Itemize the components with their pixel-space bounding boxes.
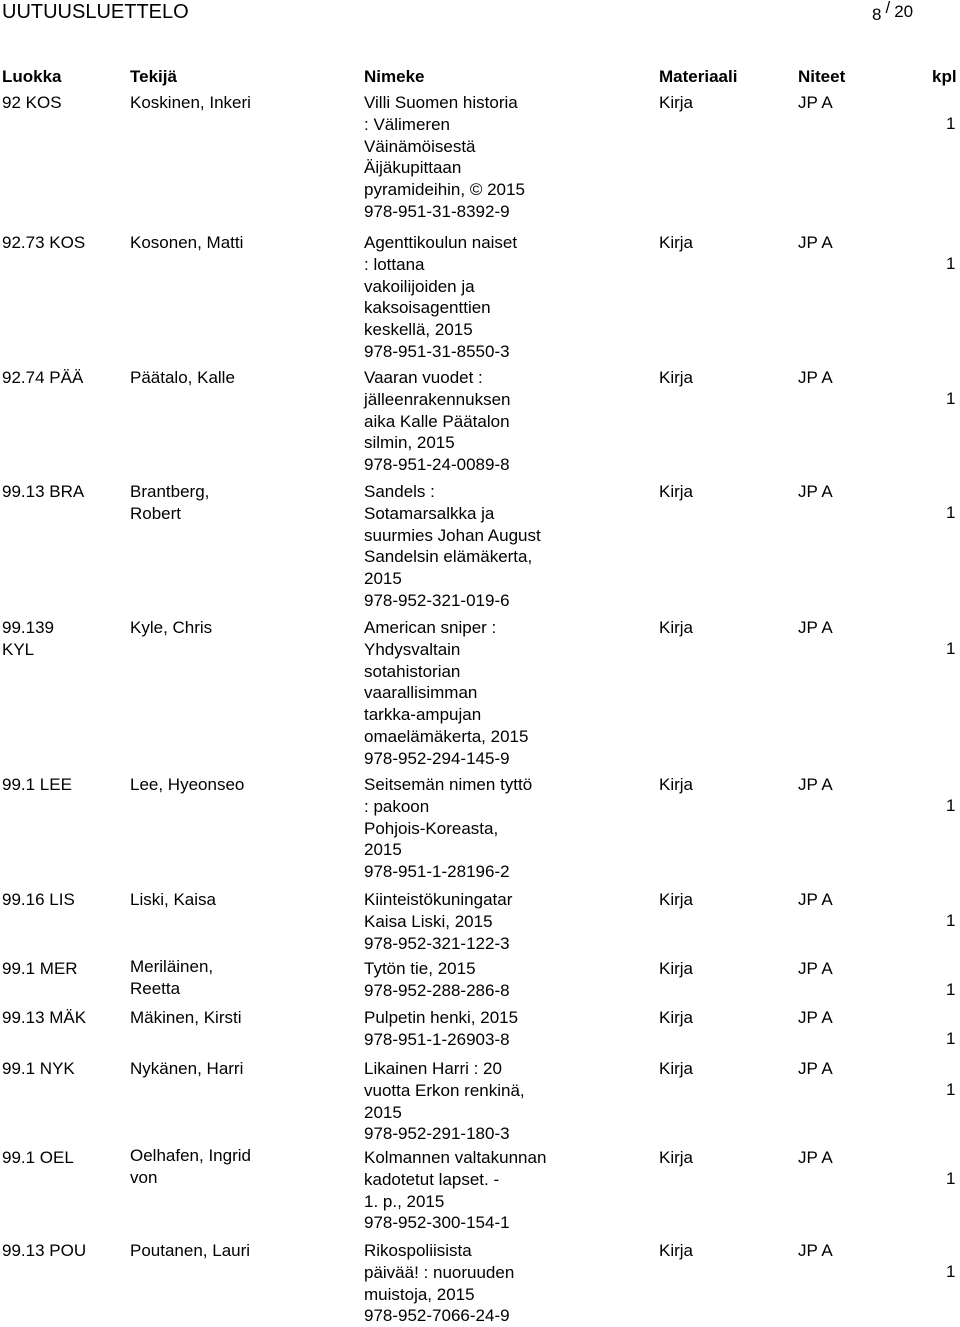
cell-luokka: 92.74 PÄÄ bbox=[2, 368, 84, 387]
cell-tekija: Lee, Hyeonseo bbox=[130, 775, 245, 794]
cell-luokka: 99.13 MÄK bbox=[2, 1008, 87, 1027]
cell-materiaali: Kirja bbox=[659, 775, 694, 794]
page-indicator bbox=[872, 0, 913, 24]
cell-materiaali: Kirja bbox=[659, 93, 694, 112]
header-tekija: Tekijä bbox=[130, 67, 177, 86]
cell-materiaali: Kirja bbox=[659, 1008, 694, 1027]
cell-luokka: 99.1 NYK bbox=[2, 1059, 75, 1078]
cell-niteet: JP A bbox=[798, 233, 833, 252]
cell-niteet: JP A bbox=[798, 368, 833, 387]
cell-tekija: Kyle, Chris bbox=[130, 618, 213, 637]
header-luokka: Luokka bbox=[2, 67, 62, 86]
cell-luokka: 99.16 LIS bbox=[2, 890, 75, 909]
cell-tekija: Poutanen, Lauri bbox=[130, 1241, 251, 1260]
cell-tekija: Mäkinen, Kirsti bbox=[130, 1008, 242, 1027]
cell-materiaali: Kirja bbox=[659, 959, 694, 978]
cell-kpl: 1 bbox=[946, 389, 956, 408]
cell-luokka: 92 KOS bbox=[2, 93, 62, 112]
cell-nimeke: Agenttikoulun naiset : lottana vakoilijoiden ja kaksoisagenttien keskellä, 2015 978-951-31-8550-3 bbox=[364, 233, 518, 361]
cell-niteet: JP A bbox=[798, 775, 833, 794]
cell-materiaali: Kirja bbox=[659, 890, 694, 909]
cell-tekija: Päätalo, Kalle bbox=[130, 368, 235, 387]
cell-niteet: JP A bbox=[798, 1059, 833, 1078]
cell-nimeke: Sandels : Sotamarsalkka ja suurmies Johan August Sandelsin elämäkerta, 2015 978-952-321-019-6 bbox=[364, 482, 541, 610]
cell-tekija: Koskinen, Inkeri bbox=[130, 93, 251, 112]
cell-niteet: JP A bbox=[798, 959, 833, 978]
header-niteet: Niteet bbox=[798, 67, 846, 86]
cell-luokka: 99.13 POU bbox=[2, 1241, 87, 1260]
cell-niteet: JP A bbox=[798, 890, 833, 909]
cell-tekija: Liski, Kaisa bbox=[130, 890, 216, 909]
cell-nimeke: Villi Suomen historia : Välimeren Väinämöisestä Äijäkupittaan pyramideihin, © 2015 978-951-31-8392-9 bbox=[364, 93, 525, 221]
cell-kpl: 1 bbox=[946, 1262, 956, 1281]
cell-nimeke: Kolmannen valtakunnan kadotetut lapset. - 1. p., 2015 978-952-300-154-1 bbox=[364, 1148, 547, 1233]
cell-nimeke: Tytön tie, 2015 978-952-288-286-8 bbox=[364, 959, 510, 1000]
cell-niteet: JP A bbox=[798, 1148, 833, 1167]
cell-tekija: Kosonen, Matti bbox=[130, 233, 244, 252]
cell-materiaali: Kirja bbox=[659, 482, 694, 501]
cell-materiaali: Kirja bbox=[659, 1059, 694, 1078]
table-header bbox=[0, 66, 960, 90]
cell-kpl: 1 bbox=[946, 796, 956, 815]
cell-niteet: JP A bbox=[798, 1241, 833, 1260]
header-nimeke: Nimeke bbox=[364, 67, 425, 86]
cell-nimeke: Vaaran vuodet : jälleenrakennuksen aika Kalle Päätalon silmin, 2015 978-951-24-0089-8 bbox=[364, 368, 511, 475]
cell-nimeke: Kiinteistökuningatar Kaisa Liski, 2015 978-952-321-122-3 bbox=[364, 890, 513, 953]
cell-tekija: Nykänen, Harri bbox=[130, 1059, 244, 1078]
cell-luokka: 99.13 BRA bbox=[2, 482, 85, 501]
cell-tekija: Brantberg, Robert bbox=[130, 482, 210, 523]
cell-materiaali: Kirja bbox=[659, 618, 694, 637]
cell-kpl: 1 bbox=[946, 1169, 956, 1188]
cell-nimeke: Rikospoliisista päivää! : nuoruuden muistoja, 2015 978-952-7066-24-9 bbox=[364, 1241, 515, 1326]
page-separator: / bbox=[885, 0, 891, 17]
cell-kpl: 1 bbox=[946, 1029, 956, 1048]
cell-materiaali: Kirja bbox=[659, 233, 694, 252]
current-page: 8 bbox=[872, 5, 882, 24]
cell-nimeke: Likainen Harri : 20 vuotta Erkon renkinä, 2015 978-952-291-180-3 bbox=[364, 1059, 525, 1144]
cell-tekija: Oelhafen, Ingrid von bbox=[130, 1146, 251, 1187]
cell-luokka: 92.73 KOS bbox=[2, 233, 86, 252]
cell-luokka: 99.139 KYL bbox=[2, 618, 54, 659]
cell-niteet: JP A bbox=[798, 93, 833, 112]
cell-niteet: JP A bbox=[798, 618, 833, 637]
cell-niteet: JP A bbox=[798, 482, 833, 501]
cell-materiaali: Kirja bbox=[659, 1148, 694, 1167]
header-kpl: kpl bbox=[932, 67, 957, 86]
cell-luokka: 99.1 OEL bbox=[2, 1148, 74, 1167]
cell-kpl: 1 bbox=[946, 503, 956, 522]
cell-nimeke: Seitsemän nimen tyttö : pakoon Pohjois-Koreasta, 2015 978-951-1-28196-2 bbox=[364, 775, 533, 882]
cell-kpl: 1 bbox=[946, 114, 956, 133]
cell-nimeke: American sniper : Yhdysvaltain sotahistorian vaarallisimman tarkka-ampujan omaelämäkerta, 2015 978-952-294-145-9 bbox=[364, 618, 529, 768]
cell-luokka: 99.1 MER bbox=[2, 959, 78, 978]
document-title: UUTUUSLUETTELO bbox=[2, 1, 189, 23]
cell-niteet: JP A bbox=[798, 1008, 833, 1027]
total-pages: 20 bbox=[894, 2, 914, 21]
cell-kpl: 1 bbox=[946, 980, 956, 999]
header-materiaali: Materiaali bbox=[659, 67, 738, 86]
cell-materiaali: Kirja bbox=[659, 368, 694, 387]
cell-materiaali: Kirja bbox=[659, 1241, 694, 1260]
cell-luokka: 99.1 LEE bbox=[2, 775, 72, 794]
cell-kpl: 1 bbox=[946, 911, 956, 930]
cell-tekija: Meriläinen, Reetta bbox=[130, 957, 214, 998]
cell-kpl: 1 bbox=[946, 254, 956, 273]
cell-kpl: 1 bbox=[946, 1080, 956, 1099]
cell-kpl: 1 bbox=[946, 639, 956, 658]
cell-nimeke: Pulpetin henki, 2015 978-951-1-26903-8 bbox=[364, 1008, 519, 1049]
